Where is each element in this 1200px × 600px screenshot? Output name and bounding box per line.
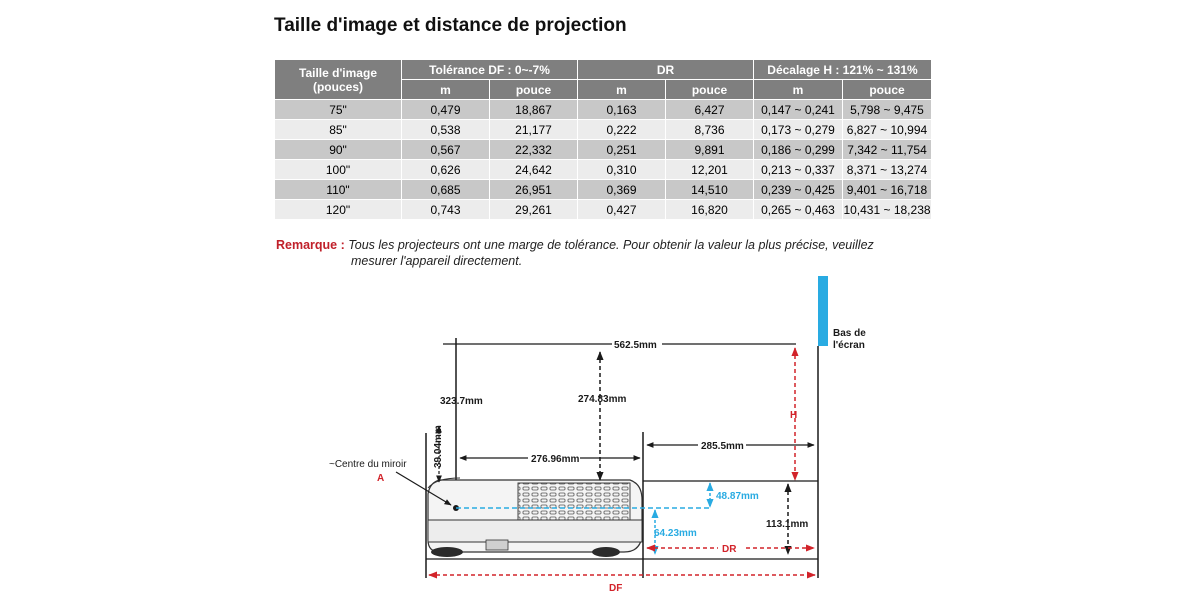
cell-df-m: 0,567 (402, 140, 490, 160)
cell-off-pouce: 10,431 ~ 18,238 (843, 200, 932, 220)
header-dr-pouce: pouce (666, 80, 754, 100)
cell-dr-pouce: 16,820 (666, 200, 754, 220)
cell-df-pouce: 18,867 (490, 100, 578, 120)
header-off-pouce: pouce (843, 80, 932, 100)
cell-off-pouce: 6,827 ~ 10,994 (843, 120, 932, 140)
cell-size: 100" (275, 160, 402, 180)
mirror-label: ~Centre du miroir (329, 459, 407, 470)
cell-off-m: 0,239 ~ 0,425 (754, 180, 843, 200)
cell-dr-m: 0,251 (578, 140, 666, 160)
screen-label-1: Bas de (833, 328, 866, 339)
dim-2855-label: 285.5mm (701, 441, 744, 452)
cell-dr-m: 0,222 (578, 120, 666, 140)
cell-df-m: 0,626 (402, 160, 490, 180)
cell-off-m: 0,213 ~ 0,337 (754, 160, 843, 180)
cell-off-pouce: 5,798 ~ 9,475 (843, 100, 932, 120)
header-dr-m: m (578, 80, 666, 100)
cell-dr-pouce: 9,891 (666, 140, 754, 160)
cell-size: 110" (275, 180, 402, 200)
remark-line-2: mesurer l'appareil directement. (351, 254, 523, 268)
header-df-pouce: pouce (490, 80, 578, 100)
mirror-letter: A (377, 473, 385, 484)
dim-562-label: 562.5mm (614, 340, 657, 351)
header-df-m: m (402, 80, 490, 100)
cell-off-m: 0,147 ~ 0,241 (754, 100, 843, 120)
cell-df-m: 0,743 (402, 200, 490, 220)
cell-size: 75" (275, 100, 402, 120)
cell-dr-m: 0,427 (578, 200, 666, 220)
header-off-m: m (754, 80, 843, 100)
dim-dr-label: DR (722, 544, 737, 555)
dim-27696-label: 276.96mm (531, 454, 580, 465)
cell-df-m: 0,685 (402, 180, 490, 200)
cell-size: 90" (275, 140, 402, 160)
dim-1131-label: 113.1mm (766, 519, 809, 530)
cell-dr-m: 0,310 (578, 160, 666, 180)
dim-df-label: DF (609, 583, 623, 594)
cell-dr-pouce: 14,510 (666, 180, 754, 200)
header-dr: DR (578, 60, 754, 80)
cell-df-pouce: 24,642 (490, 160, 578, 180)
cell-off-m: 0,186 ~ 0,299 (754, 140, 843, 160)
cell-off-pouce: 8,371 ~ 13,274 (843, 160, 932, 180)
header-image-size: Taille d'image (pouces) (275, 60, 402, 100)
cell-df-m: 0,479 (402, 100, 490, 120)
dim-3904-label: 39.04mm (433, 425, 444, 468)
cell-dr-pouce: 12,201 (666, 160, 754, 180)
dim-27483-label: 274.83mm (578, 394, 627, 405)
cell-dr-pouce: 6,427 (666, 100, 754, 120)
page-title: Taille d'image et distance de projection (274, 15, 627, 36)
remark-line-1: Tous les projecteurs ont une marge de tolérance. Pour obtenir la valeur la plus précise, veuillez (348, 238, 874, 252)
cell-off-m: 0,265 ~ 0,463 (754, 200, 843, 220)
cell-df-pouce: 21,177 (490, 120, 578, 140)
cell-df-pouce: 22,332 (490, 140, 578, 160)
dim-h-label: H (790, 410, 798, 421)
dim-6423-label: 64.23mm (654, 528, 697, 539)
header-df-tolerance: Tolérance DF : 0~-7% (402, 60, 578, 80)
projector-illustration (428, 478, 642, 557)
screen-bar (818, 276, 828, 346)
cell-size: 120" (275, 200, 402, 220)
cell-df-m: 0,538 (402, 120, 490, 140)
cell-off-pouce: 9,401 ~ 16,718 (843, 180, 932, 200)
cell-df-pouce: 26,951 (490, 180, 578, 200)
cell-dr-m: 0,163 (578, 100, 666, 120)
header-offset: Décalage H : 121% ~ 131% (754, 60, 932, 80)
screen-label-2: l'écran (833, 340, 865, 351)
cell-dr-m: 0,369 (578, 180, 666, 200)
cell-df-pouce: 29,261 (490, 200, 578, 220)
cell-off-pouce: 7,342 ~ 11,754 (843, 140, 932, 160)
dim-323-label: 323.7mm (440, 396, 483, 407)
remark-label: Remarque : (276, 238, 345, 252)
cell-dr-pouce: 8,736 (666, 120, 754, 140)
cell-off-m: 0,173 ~ 0,279 (754, 120, 843, 140)
cell-size: 85" (275, 120, 402, 140)
dim-4887-label: 48.87mm (716, 491, 759, 502)
